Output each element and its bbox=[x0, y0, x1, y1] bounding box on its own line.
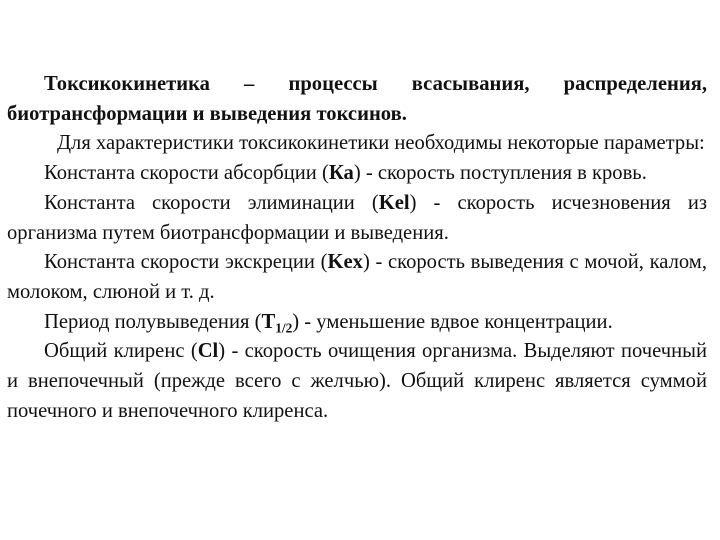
intro-text: Для характеристики токсикокинетики необходимы некоторые параметры: bbox=[57, 132, 705, 155]
clearance-symbol: Cl bbox=[197, 340, 219, 363]
param-absorption bbox=[7, 159, 707, 189]
param-absorption-pre: Константа скорости абсорбции ( bbox=[44, 162, 329, 185]
param-elimination-symbol: Kel bbox=[378, 191, 410, 214]
definition-term: Токсикокинетика bbox=[44, 73, 210, 95]
param-excretion-pre: Константа скорости экскреции ( bbox=[44, 251, 328, 274]
param-excretion-post: ) - скорость выведения с мочой, калом, молоком, слюной и т. д. bbox=[7, 251, 707, 303]
clearance-post: ) - скорость очищения организма. Выделяют почечный и внепочечный (прежде всего с желчью). Общий клиренс является суммой почечного и внепочечного клиренса. bbox=[7, 340, 707, 422]
param-elimination-post: ) - скорость исчезновения из организма путем биотрансформации и выведения. bbox=[7, 191, 707, 244]
param-excretion bbox=[7, 248, 707, 307]
definition-paragraph bbox=[7, 70, 707, 129]
param-elimination bbox=[7, 189, 707, 248]
param-excretion-symbol: Kex bbox=[327, 251, 363, 274]
half-life-post: ) - уменьшение вдвое концентрации. bbox=[292, 310, 613, 333]
param-absorption-post: ) - скорость поступления в кровь. bbox=[353, 162, 647, 185]
param-elimination-pre: Константа скорости элиминации ( bbox=[44, 191, 379, 214]
half-life-pre: Период полувыведения ( bbox=[44, 310, 262, 333]
intro-paragraph bbox=[7, 129, 707, 159]
param-absorption-symbol: Ка bbox=[328, 162, 354, 185]
definition-text: – процессы всасывания, распределения, биотрансформации и выведения токсинов. bbox=[7, 73, 707, 125]
param-clearance bbox=[7, 337, 707, 426]
slide-body bbox=[7, 70, 707, 426]
clearance-pre: Общий клиренс ( bbox=[44, 340, 198, 363]
half-life-subscript: 1/2 bbox=[275, 320, 293, 336]
half-life-symbol-letter: Т bbox=[261, 310, 276, 333]
param-half-life bbox=[7, 308, 707, 338]
half-life-symbol bbox=[261, 310, 293, 336]
